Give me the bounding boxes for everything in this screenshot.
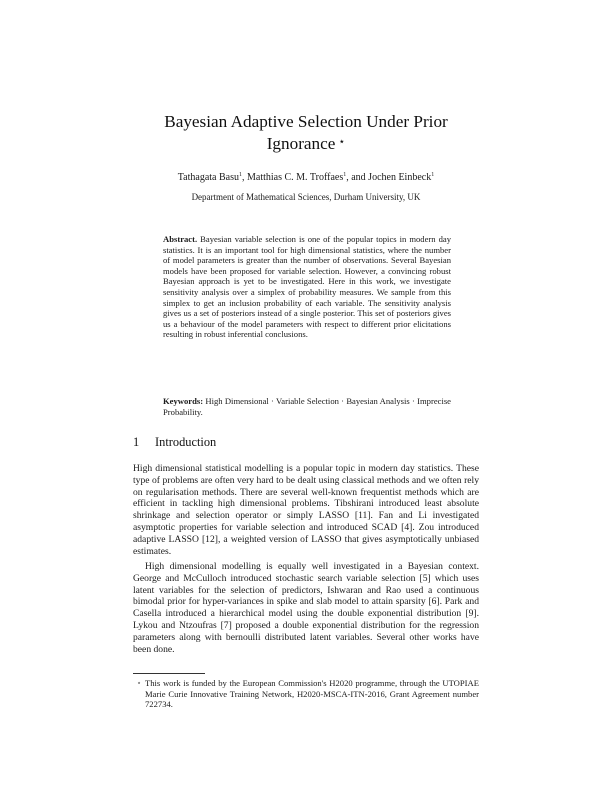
- title-footnote-mark: ⋆: [338, 136, 346, 148]
- author-name: Tathagata Basu: [177, 172, 239, 183]
- abstract-label: Abstract.: [163, 234, 198, 244]
- keywords: [163, 396, 451, 417]
- body-paragraph: High dimensional statistical modelling is a popular topic in modern day statistics. These type of problems are often very hard to be dealt using classical methods and we often rely on regularisation methods. There are several well-known frequentist methods which are efficient in tackling high dimensional problems. Tibshirani introduced least absolute shrinkage and selection operator or simply LASSO [11]. Fan and Li investigated asymptotic properties for variable selection and introduced SCAD [4]. Zou introduced adaptive LASSO [12], a weighted version of LASSO that gives asymptotically unbiased estimates.: [133, 463, 479, 557]
- footnote-text: This work is funded by the European Commission's H2020 programme, through the UTOPIAE Marie Curie Innovative Training Network, H2020-MSCA-ITN-2016, Grant Agreement number 722734.: [145, 678, 479, 710]
- footnote-mark: ⋆: [137, 680, 142, 687]
- author-name: Jochen Einbeck: [368, 172, 432, 183]
- author-separator: ,: [242, 172, 247, 183]
- author-name: Matthias C. M. Troffaes: [247, 172, 344, 183]
- footnote-rule: [133, 673, 205, 674]
- section-heading: [133, 435, 216, 450]
- author-affiliation-mark: 1: [343, 172, 347, 178]
- affiliation: Department of Mathematical Sciences, Durham University, UK: [191, 192, 421, 202]
- paper-title: [150, 111, 462, 154]
- abstract: [163, 234, 451, 340]
- section-title: Introduction: [155, 435, 217, 449]
- author-affiliation-mark: 1: [239, 172, 242, 178]
- author-affiliation-mark: 1: [431, 172, 435, 178]
- keywords-label: Keywords:: [163, 396, 204, 406]
- author-list: [120, 169, 492, 184]
- author-separator: , and: [346, 172, 369, 183]
- title-text: Bayesian Adaptive Selection Under Prior Ignorance: [164, 112, 448, 153]
- abstract-text: Bayesian variable selection is one of the popular topics in modern day statistics. It is an important tool for high dimensional statistics, where the number of model parameters is greater than the number of observations. Several Bayesian models have been proposed for variable selection. However, a convincing robust Bayesian approach is yet to be investigated. Here in this work, we investigate sensitivity analysis over a simplex of probability measures. We sample from this simplex to get an inclusion probability of each variable. The sensitivity analysis gives us a set of posteriors instead of a single posterior. This set of posteriors gives us a behaviour of the model parameters with respect to different prior elicitations resulting in robust inferential conclusions.: [163, 234, 451, 340]
- body-paragraph: High dimensional modelling is equally well investigated in a Bayesian context. George and McCulloch introduced stochastic search variable selection [5] which uses latent variables for the selection of predictors, Ishwaran and Rao used a continuous bimodal prior for hyper-variances in spike and slab model to attain sparsity [6]. Park and Casella introduced a hierarchical model using the double exponential distribution [9]. Lykou and Ntzoufras [7] proposed a double exponential distribution for the regression parameters along with bernoulli distributed latent variables. Several other works have been done.: [133, 561, 479, 655]
- section-number: 1: [133, 435, 140, 449]
- keywords-text: High Dimensional · Variable Selection · Bayesian Analysis · Imprecise Probability.: [163, 396, 451, 417]
- footnote: [133, 678, 479, 710]
